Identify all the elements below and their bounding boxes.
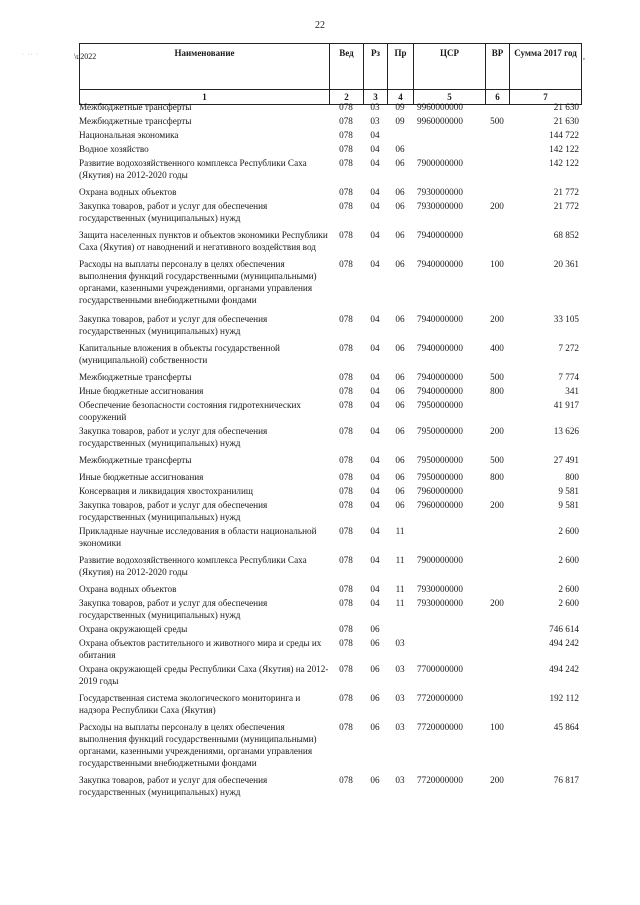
table-row (79, 525, 581, 554)
cell-rz: 03 (370, 102, 380, 112)
cell-rz: 04 (370, 158, 380, 168)
cell-sum: 45 864 (553, 722, 579, 732)
cell-rz: 04 (370, 555, 380, 565)
col-header-ved: Вед (330, 44, 364, 90)
cell-sum: 7 774 (558, 372, 579, 382)
cell-sum: 142 122 (549, 158, 579, 168)
cell-pr: 06 (395, 386, 405, 396)
cell-vr (485, 623, 509, 637)
page-number: 22 (315, 20, 325, 31)
cell-csr (413, 525, 485, 554)
cell-name: Иные бюджетные ассигнования (79, 472, 204, 482)
cell-ved: 078 (339, 693, 353, 703)
cell-name: Охрана водных объектов (79, 187, 177, 197)
cell-rz: 04 (370, 455, 380, 465)
budget-table-body (79, 101, 581, 805)
cell-csr: 9960000000 (417, 102, 463, 112)
cell-vr: 200 (490, 426, 504, 436)
cell-name: Охрана окружающей среды (79, 624, 188, 634)
cell-sum: 21 772 (553, 201, 579, 211)
cell-csr: 7950000000 (417, 426, 463, 436)
col-header-csr: ЦСР (414, 44, 486, 90)
cell-csr (413, 623, 485, 637)
cell-vr (485, 663, 509, 692)
cell-csr: 7930000000 (417, 201, 463, 211)
cell-pr: 06 (395, 201, 405, 211)
cell-sum: 41 917 (553, 400, 579, 410)
cell-csr: 7900000000 (417, 158, 463, 168)
cell-csr: 7940000000 (417, 314, 463, 324)
col-number-4: 4 (388, 90, 414, 105)
table-row (79, 258, 581, 313)
cell-name: Закупка товаров, работ и услуг для обеспечения государственных (муниципальных) нужд (79, 201, 268, 223)
table-row (79, 597, 581, 623)
table-row (79, 721, 581, 774)
cell-pr: 11 (395, 584, 405, 594)
cell-rz: 04 (370, 426, 380, 436)
cell-vr: 200 (490, 500, 504, 510)
cell-pr: 11 (395, 555, 405, 565)
table-row (79, 157, 581, 186)
table-row (79, 425, 581, 454)
table-row (79, 229, 581, 258)
cell-sum: 76 817 (553, 775, 579, 785)
cell-rz: 04 (370, 259, 380, 269)
cell-vr (485, 525, 509, 554)
col-number-2: 2 (330, 90, 364, 105)
cell-sum: 21 630 (553, 116, 579, 126)
cell-rz: 04 (370, 400, 380, 410)
cell-sum: 21 630 (553, 102, 579, 112)
cell-name: Закупка товаров, работ и услуг для обеспечения государственных (муниципальных) нужд (79, 775, 268, 797)
col-header-vr: ВР (486, 44, 510, 90)
cell-name: Межбюджетные трансферты (79, 372, 192, 382)
cell-ved: 078 (339, 230, 353, 240)
cell-pr: 03 (395, 693, 405, 703)
cell-sum: 144 722 (549, 130, 579, 140)
cell-pr: 06 (395, 187, 405, 197)
table-row (79, 454, 581, 471)
cell-sum: 494 242 (549, 664, 579, 674)
margin-scan-marks: · ·· · (22, 52, 39, 58)
cell-rz: 04 (370, 500, 380, 510)
cell-csr: 7940000000 (417, 343, 463, 353)
cell-csr: 7940000000 (417, 386, 463, 396)
col-number-1: 1 (80, 90, 330, 105)
cell-name: Расходы на выплаты персоналу в целях обеспечения выполнения функций государственными (муниципальными) органами, казенными учреждениями, органами управления государственными внебюджетными фондами (79, 259, 317, 305)
cell-pr: 03 (395, 638, 405, 648)
cell-vr: 400 (490, 343, 504, 353)
cell-ved: 078 (339, 598, 353, 608)
cell-rz: 04 (370, 598, 380, 608)
cell-pr: 06 (395, 372, 405, 382)
cell-ved: 078 (339, 472, 353, 482)
cell-vr: 200 (490, 598, 504, 608)
cell-name: Развитие водохозяйственного комплекса Республики Саха (Якутия) на 2012-2020 годы (79, 158, 307, 180)
cell-csr: 7960000000 (417, 500, 463, 510)
cell-vr: 500 (490, 455, 504, 465)
table-row (79, 485, 581, 499)
table-row (79, 342, 581, 371)
cell-pr: 06 (395, 314, 405, 324)
cell-ved: 078 (339, 426, 353, 436)
table-row (79, 623, 581, 637)
cell-csr: 7720000000 (417, 722, 463, 732)
cell-ved: 078 (339, 400, 353, 410)
cell-ved: 078 (339, 664, 353, 674)
cell-pr: 06 (395, 472, 405, 482)
cell-sum: 494 242 (549, 638, 579, 648)
cell-rz: 06 (370, 693, 380, 703)
col-header-sum: Сумма 2017 год (510, 44, 582, 90)
cell-csr: 7950000000 (417, 472, 463, 482)
header-right-mark: , (583, 52, 585, 61)
cell-name: Капитальные вложения в объекты государственной (муниципальной) собственности (79, 343, 280, 365)
col-number-6: 6 (486, 90, 510, 105)
cell-ved: 078 (339, 624, 353, 634)
cell-name: Закупка товаров, работ и услуг для обеспечения государственных (муниципальных) нужд (79, 598, 268, 620)
col-number-3: 3 (364, 90, 388, 105)
cell-vr (485, 399, 509, 425)
cell-vr: 200 (490, 775, 504, 785)
cell-ved: 078 (339, 722, 353, 732)
cell-ved: 078 (339, 187, 353, 197)
table-row (79, 143, 581, 157)
cell-csr: 7940000000 (417, 259, 463, 269)
cell-vr (485, 186, 509, 200)
col-header-pr: Пр (388, 44, 414, 90)
cell-pr: 03 (395, 722, 405, 732)
cell-csr: 7900000000 (417, 555, 463, 565)
cell-ved: 078 (339, 130, 353, 140)
cell-rz: 04 (370, 201, 380, 211)
cell-rz: 03 (370, 116, 380, 126)
cell-pr: 06 (395, 259, 405, 269)
col-header-name: Наименование (80, 44, 330, 90)
cell-csr: 7950000000 (417, 400, 463, 410)
cell-pr (387, 129, 413, 143)
cell-name: Межбюджетные трансферты (79, 116, 192, 126)
cell-ved: 078 (339, 158, 353, 168)
cell-name: Межбюджетные трансферты (79, 102, 192, 112)
cell-vr (485, 229, 509, 258)
cell-ved: 078 (339, 455, 353, 465)
cell-vr: 800 (490, 386, 504, 396)
cell-sum: 13 626 (553, 426, 579, 436)
cell-ved: 078 (339, 775, 353, 785)
cell-ved: 078 (339, 343, 353, 353)
cell-name: Защита населенных пунктов и объектов экономики Республики Саха (Якутия) от наводнений и негативного воздействия вод (79, 230, 328, 252)
col-header-rz: Рз (364, 44, 388, 90)
cell-pr: 06 (395, 486, 405, 496)
cell-rz: 04 (370, 584, 380, 594)
cell-sum: 142 122 (549, 144, 579, 154)
cell-csr: 7930000000 (417, 598, 463, 608)
cell-sum: 2 600 (558, 526, 579, 536)
cell-name: Консервация и ликвидация хвостохранилищ (79, 486, 253, 496)
cell-pr: 06 (395, 230, 405, 240)
cell-pr: 03 (395, 775, 405, 785)
cell-rz: 04 (370, 343, 380, 353)
cell-sum: 9 581 (558, 486, 579, 496)
cell-name: Государственная система экологического мониторинга и надзора Республики Саха (Якутия) (79, 693, 301, 715)
cell-csr: 7940000000 (417, 230, 463, 240)
cell-sum: 7 272 (558, 343, 579, 353)
cell-rz: 04 (370, 187, 380, 197)
cell-pr: 06 (395, 158, 405, 168)
cell-csr: 7720000000 (417, 693, 463, 703)
cell-ved: 078 (339, 386, 353, 396)
cell-sum: 68 852 (553, 230, 579, 240)
cell-pr (387, 623, 413, 637)
cell-rz: 04 (370, 526, 380, 536)
cell-name: Охрана водных объектов (79, 584, 177, 594)
cell-ved: 078 (339, 102, 353, 112)
cell-ved: 078 (339, 372, 353, 382)
cell-name: Закупка товаров, работ и услуг для обеспечения государственных (муниципальных) нужд (79, 314, 268, 336)
table-row (79, 499, 581, 525)
table-row (79, 692, 581, 721)
table-row (79, 554, 581, 583)
cell-csr: 7700000000 (417, 664, 463, 674)
cell-sum: 746 614 (549, 624, 579, 634)
cell-pr: 06 (395, 400, 405, 410)
table-header (79, 43, 582, 105)
cell-rz: 06 (370, 624, 380, 634)
cell-pr: 06 (395, 455, 405, 465)
cell-name: Охрана объектов растительного и животного мира и среды их обитания (79, 638, 322, 660)
cell-rz: 04 (370, 472, 380, 482)
cell-name: Межбюджетные трансферты (79, 455, 192, 465)
cell-sum: 21 772 (553, 187, 579, 197)
cell-csr: 7950000000 (417, 455, 463, 465)
cell-pr: 11 (395, 526, 405, 536)
cell-sum: 20 361 (553, 259, 579, 269)
cell-pr: 09 (395, 102, 405, 112)
header-labels-row (80, 44, 582, 90)
cell-vr: 100 (490, 259, 504, 269)
cell-ved: 078 (339, 314, 353, 324)
cell-vr (485, 157, 509, 186)
cell-ved: 078 (339, 259, 353, 269)
cell-pr: 11 (395, 598, 405, 608)
cell-rz: 04 (370, 130, 380, 140)
cell-rz: 04 (370, 386, 380, 396)
cell-sum: 800 (565, 472, 579, 482)
table-row (79, 129, 581, 143)
cell-rz: 04 (370, 144, 380, 154)
table-row (79, 200, 581, 229)
cell-sum: 192 112 (549, 693, 579, 703)
cell-name: Иные бюджетные ассигнования (79, 386, 204, 396)
cell-ved: 078 (339, 638, 353, 648)
cell-vr (485, 129, 509, 143)
cell-vr (485, 554, 509, 583)
cell-pr: 06 (395, 426, 405, 436)
cell-sum: 33 105 (553, 314, 579, 324)
cell-pr: 06 (395, 343, 405, 353)
cell-sum: 27 491 (553, 455, 579, 465)
table-row (79, 583, 581, 597)
cell-csr: 9960000000 (417, 116, 463, 126)
cell-ved: 078 (339, 116, 353, 126)
header-left-mark: \u2022 (74, 52, 97, 61)
cell-vr (485, 583, 509, 597)
cell-sum: 341 (565, 386, 579, 396)
col-number-7: 7 (510, 90, 582, 105)
cell-sum: 9 581 (558, 500, 579, 510)
cell-rz: 06 (370, 722, 380, 732)
cell-rz: 06 (370, 664, 380, 674)
cell-name: Расходы на выплаты персоналу в целях обеспечения выполнения функций государственными (муниципальными) органами, казенными учреждениями, органами управления государственными внебюджетными фондами (79, 722, 317, 768)
cell-rz: 06 (370, 638, 380, 648)
cell-rz: 04 (370, 230, 380, 240)
cell-ved: 078 (339, 555, 353, 565)
cell-vr: 200 (490, 201, 504, 211)
cell-vr: 200 (490, 314, 504, 324)
table-row (79, 399, 581, 425)
cell-sum: 2 600 (558, 584, 579, 594)
table-row (79, 101, 581, 115)
cell-name: Охрана окружающей среды Республики Саха (Якутия) на 2012-2019 годы (79, 664, 329, 686)
cell-ved: 078 (339, 486, 353, 496)
cell-name: Развитие водохозяйственного комплекса Республики Саха (Якутия) на 2012-2020 годы (79, 555, 307, 577)
cell-vr: 100 (490, 722, 504, 732)
cell-csr: 7930000000 (417, 187, 463, 197)
table-row (79, 115, 581, 129)
cell-pr: 03 (395, 664, 405, 674)
cell-name: Прикладные научные исследования в области национальной экономики (79, 526, 317, 548)
cell-name: Закупка товаров, работ и услуг для обеспечения государственных (муниципальных) нужд (79, 500, 268, 522)
table-row (79, 471, 581, 485)
cell-csr: 7930000000 (417, 584, 463, 594)
cell-ved: 078 (339, 144, 353, 154)
table-row (79, 774, 581, 805)
cell-vr (485, 485, 509, 499)
cell-csr: 7720000000 (417, 775, 463, 785)
table-row (79, 186, 581, 200)
cell-vr: 500 (490, 372, 504, 382)
cell-vr: 800 (490, 472, 504, 482)
cell-ved: 078 (339, 201, 353, 211)
cell-ved: 078 (339, 584, 353, 594)
budget-table (79, 101, 581, 805)
cell-vr (485, 143, 509, 157)
table-row (79, 371, 581, 385)
cell-pr: 09 (395, 116, 405, 126)
cell-name: Водное хозяйство (79, 144, 149, 154)
cell-pr: 06 (395, 500, 405, 510)
cell-rz: 04 (370, 314, 380, 324)
cell-sum: 2 600 (558, 555, 579, 565)
cell-vr (485, 637, 509, 663)
cell-name: Обеспечение безопасности состояния гидротехнических сооружений (79, 400, 301, 422)
table-row (79, 663, 581, 692)
col-number-5: 5 (414, 90, 486, 105)
cell-pr: 06 (395, 144, 405, 154)
cell-vr (485, 692, 509, 721)
cell-ved: 078 (339, 500, 353, 510)
table-row (79, 385, 581, 399)
cell-csr (413, 637, 485, 663)
cell-sum: 2 600 (558, 598, 579, 608)
cell-vr (485, 101, 509, 115)
cell-ved: 078 (339, 526, 353, 536)
cell-name: Национальная экономика (79, 130, 179, 140)
cell-name: Закупка товаров, работ и услуг для обеспечения государственных (муниципальных) нужд (79, 426, 268, 448)
cell-csr (413, 129, 485, 143)
cell-vr: 500 (490, 116, 504, 126)
cell-csr (413, 143, 485, 157)
cell-csr: 7940000000 (417, 372, 463, 382)
cell-csr: 7960000000 (417, 486, 463, 496)
cell-rz: 06 (370, 775, 380, 785)
table-row (79, 637, 581, 663)
cell-rz: 04 (370, 486, 380, 496)
table-row (79, 313, 581, 342)
cell-rz: 04 (370, 372, 380, 382)
